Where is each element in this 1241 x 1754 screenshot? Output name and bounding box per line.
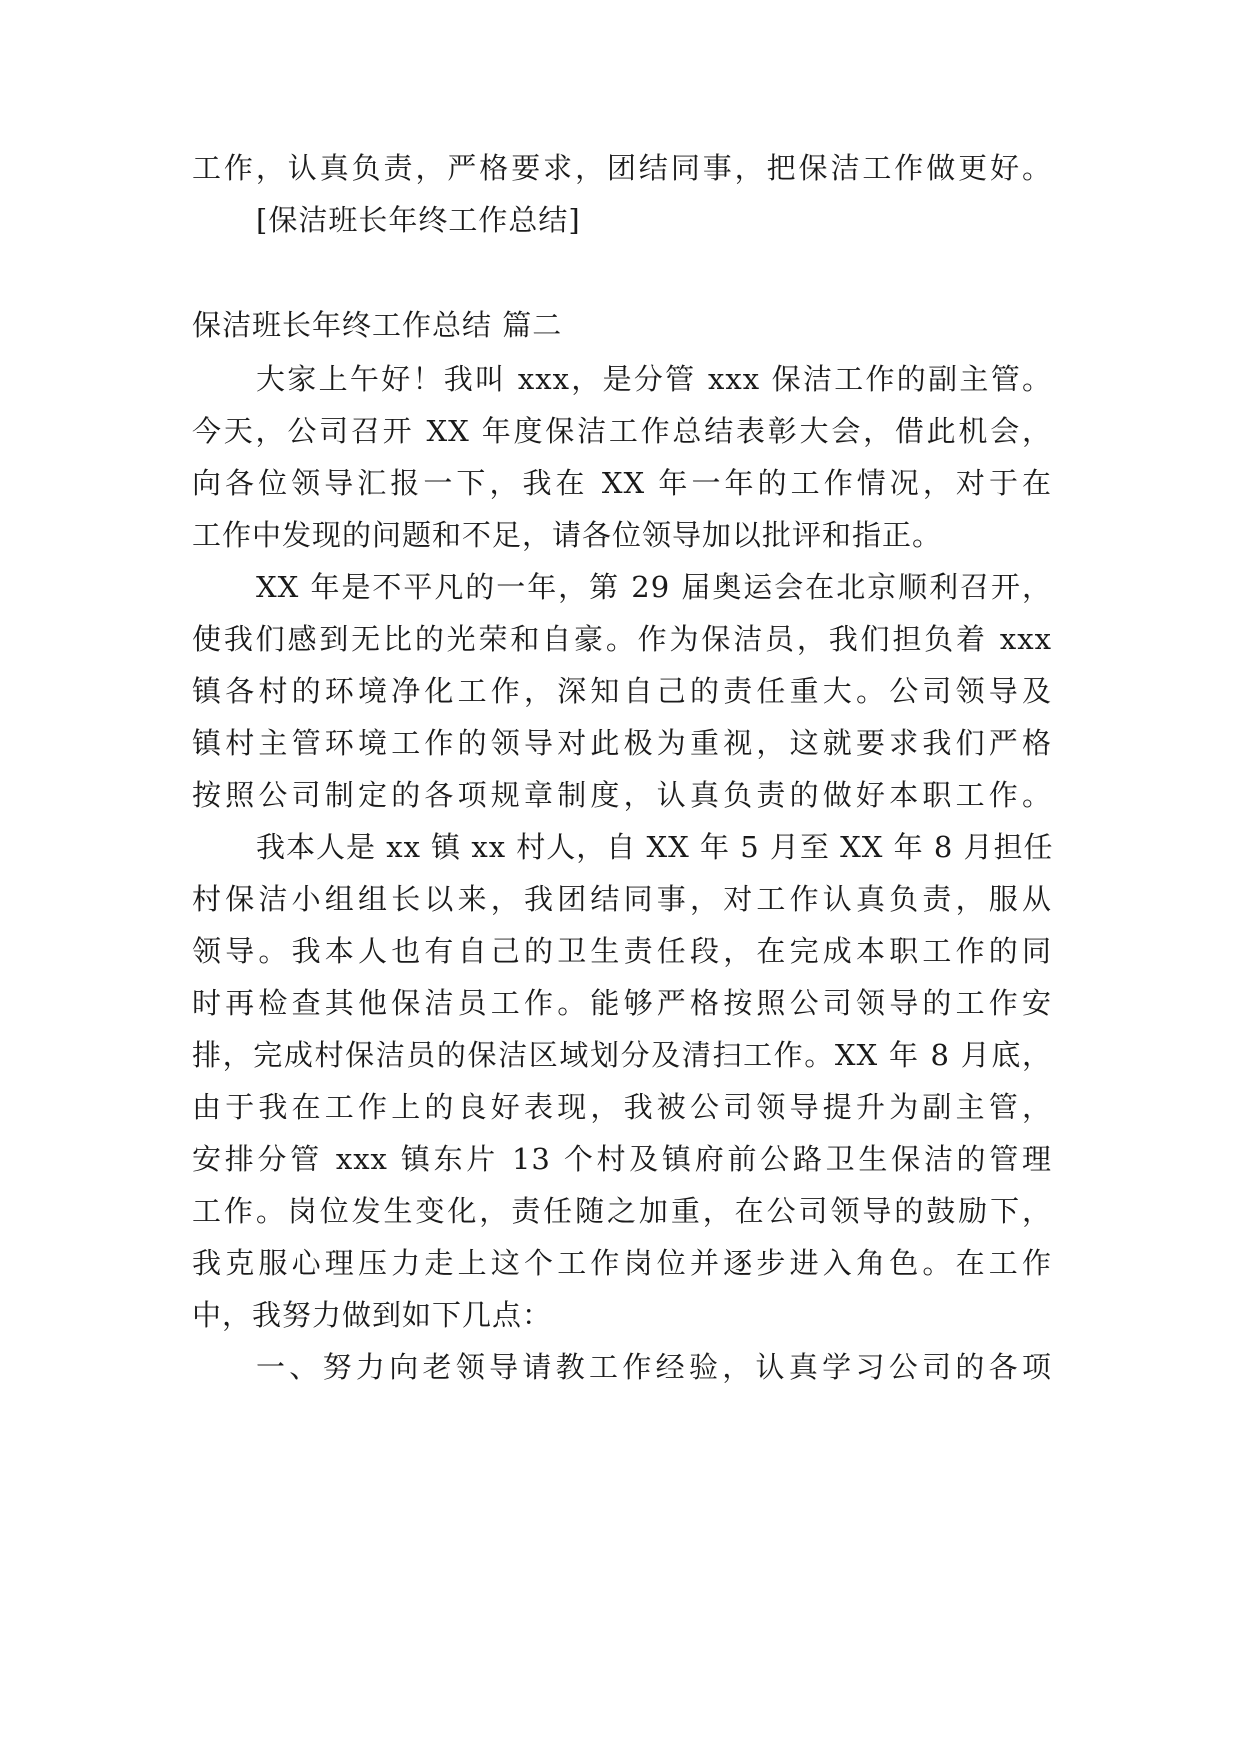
text-line: 工作，认真负责，严格要求，团结同事，把保洁工作做更好。 xyxy=(192,151,1052,185)
paragraph-line: 工作中发现的问题和不足，请各位领导加以批评和指正。 xyxy=(192,518,943,552)
paragraph-line: 镇村主管环境工作的领导对此极为重视，这就要求我们严格 xyxy=(192,726,1052,760)
paragraph-line: 安排分管 xxx 镇东片 13 个村及镇府前公路卫生保洁的管理 xyxy=(192,1142,1052,1176)
paragraph-line: 中，我努力做到如下几点： xyxy=(192,1298,553,1332)
paragraph-line: 一、努力向老领导请教工作经验，认真学习公司的各项 xyxy=(256,1350,1052,1384)
paragraph-line: 今天，公司召开 XX 年度保洁工作总结表彰大会，借此机会， xyxy=(192,414,1052,448)
section-heading: 保洁班长年终工作总结 篇二 xyxy=(192,308,563,342)
paragraph-line: XX 年是不平凡的一年，第 29 届奥运会在北京顺利召开， xyxy=(256,570,1052,604)
paragraph-line: 排，完成村保洁员的保洁区域划分及清扫工作。XX 年 8 月底， xyxy=(192,1038,1052,1072)
paragraph-line: 由于我在工作上的良好表现，我被公司领导提升为副主管， xyxy=(192,1090,1052,1124)
paragraph-line: 村保洁小组组长以来，我团结同事，对工作认真负责，服从 xyxy=(192,882,1052,916)
bracketed-title: [保洁班长年终工作总结] xyxy=(256,203,581,237)
paragraph-line: 按照公司制定的各项规章制度，认真负责的做好本职工作。 xyxy=(192,778,1052,812)
paragraph-line: 我克服心理压力走上这个工作岗位并逐步进入角色。在工作 xyxy=(192,1246,1052,1280)
paragraph-line: 大家上午好！我叫 xxx，是分管 xxx 保洁工作的副主管。 xyxy=(256,362,1052,396)
paragraph-line: 我本人是 xx 镇 xx 村人，自 XX 年 5 月至 XX 年 8 月担任 xyxy=(256,830,1054,864)
paragraph-line: 使我们感到无比的光荣和自豪。作为保洁员，我们担负着 xxx xyxy=(192,622,1052,656)
paragraph-line: 工作。岗位发生变化，责任随之加重，在公司领导的鼓励下， xyxy=(192,1194,1052,1228)
paragraph-line: 镇各村的环境净化工作，深知自己的责任重大。公司领导及 xyxy=(192,674,1052,708)
paragraph-line: 向各位领导汇报一下，我在 XX 年一年的工作情况，对于在 xyxy=(192,466,1052,500)
paragraph-line: 领导。我本人也有自己的卫生责任段，在完成本职工作的同 xyxy=(192,934,1052,968)
paragraph-line: 时再检查其他保洁员工作。能够严格按照公司领导的工作安 xyxy=(192,986,1052,1020)
